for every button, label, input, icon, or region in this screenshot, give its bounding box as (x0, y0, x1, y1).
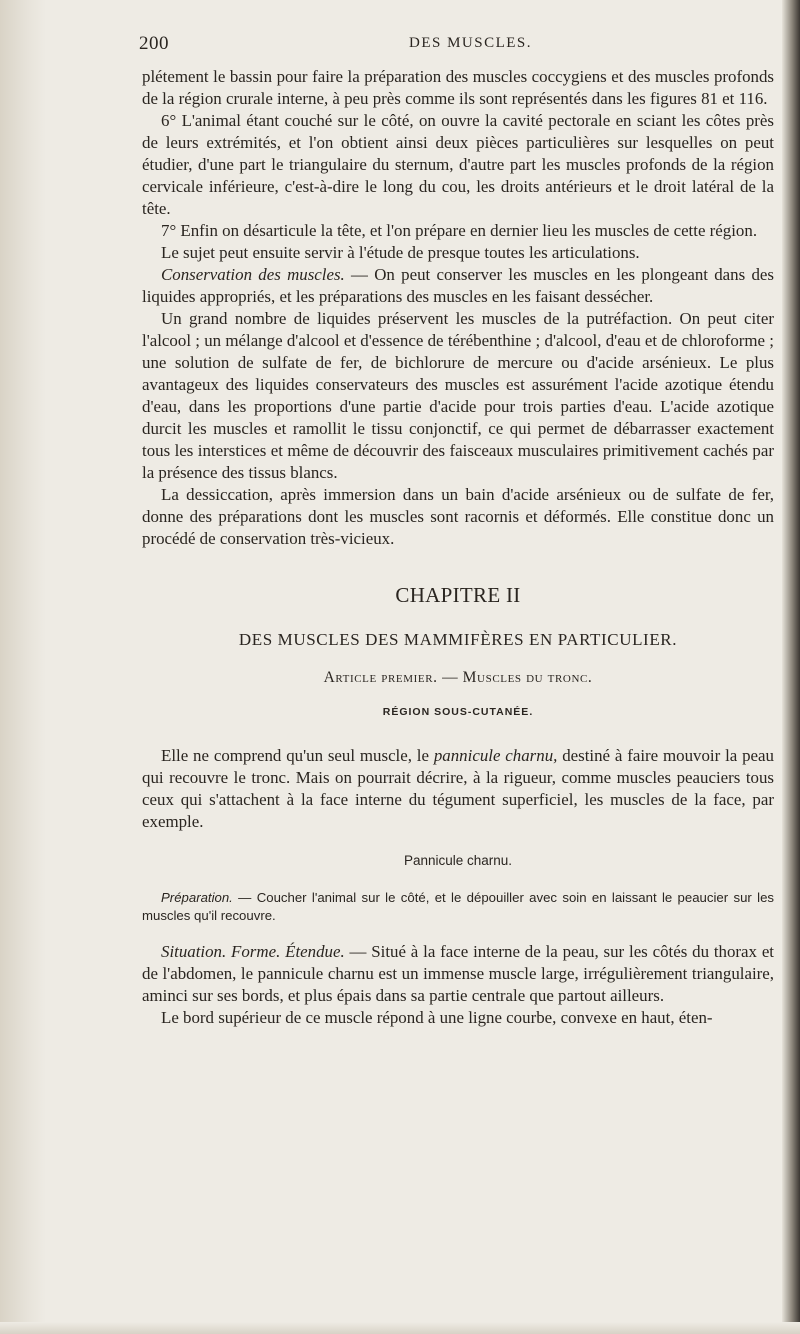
intro-after: destiné à faire mouvoir la peau qui recouvre le tronc. Mais on pourrait décrire, à la rigueur, comme muscles peauciers tous ceux qui s'attachent à la face interne du tégument superficiel, les muscles de la face, par exemple. (142, 746, 774, 831)
article-heading: Article premier. — Muscles du tronc. (323, 669, 593, 686)
page-header (139, 33, 779, 57)
preparation-text: — Coucher l'animal sur le côté, et le dépouiller avec soin en laissant le peaucier sur les muscles qu'il recouvre. (142, 890, 774, 923)
paragraph: La dessiccation, après immersion dans un bain d'acide arsénieux ou de sulfate de fer, donne des préparations dont les muscles sont racornis et déformés. Elle constitue donc un procédé de conservation très-vicieux. (142, 485, 774, 548)
body-text (142, 66, 774, 550)
subsection-heading: Pannicule charnu. (403, 853, 513, 868)
paragraph-conservation (142, 264, 774, 308)
page-number: 200 (139, 33, 169, 54)
running-head: DES MUSCLES. (409, 35, 533, 51)
preparation-title: Préparation. (161, 890, 233, 905)
intro-italic: pannicule charnu, (433, 746, 558, 765)
situation-title: Situation. Forme. Étendue. (161, 942, 345, 961)
description-text (142, 941, 774, 1029)
chapter-subtitle: DES MUSCLES DES MAMMIFÈRES EN PARTICULIER. (238, 630, 678, 649)
intro-before: Elle ne comprend qu'un seul muscle, le (161, 746, 434, 765)
paragraph: 6° L'animal étant couché sur le côté, on ouvre la cavité pectorale en sciant les côtes près de leurs extrémités, et l'on obtient ainsi deux pièces particulières sur lesquelles on peut étudier, d'une part le triangulaire du sternum, d'autre part les muscles profonds de la région cervicale inférieure, c'est-à-dire le long du cou, les droits antérieurs et le droit latéral de la tête. (142, 111, 774, 218)
paragraph-intro (142, 745, 774, 833)
conservation-title: Conservation des muscles. (161, 265, 345, 284)
page-bottom-shadow (0, 1322, 800, 1334)
page-content (142, 66, 774, 1029)
paragraph: 7° Enfin on désarticule la tête, et l'on prépare en dernier lieu les muscles de cette région. (161, 221, 758, 240)
chapter-heading: CHAPITRE II (395, 583, 521, 607)
paragraph: plétement le bassin pour faire la préparation des muscles coccygiens et des muscles profonds de la région crurale interne, à peu près comme ils sont représentés dans les figures 81 et 116. (142, 67, 774, 108)
page-left-shadow (0, 0, 46, 1334)
conservation-text: — On peut conserver les muscles en les plongeant dans des liquides appropriés, et les préparations des muscles en les faisant dessécher. (142, 265, 774, 306)
preparation-note (142, 889, 774, 925)
situation-text: — Situé à la face interne de la peau, sur les côtés du thorax et de l'abdomen, le pannicule charnu est un immense muscle large, irrégulièrement triangulaire, aminci sur ses bords, et plus épais dans sa partie centrale que partout ailleurs. (142, 942, 775, 1005)
book-spine-edge (782, 0, 800, 1334)
paragraph: Un grand nombre de liquides préservent les muscles de la putréfaction. On peut citer l'alcool ; un mélange d'alcool et d'essence de térébenthine ; d'alcool, d'eau et de chloroforme ; une solution de sulfate de fer, de bichlorure de mercure ou d'acide arsénieux. Le plus avantageux des liquides conservateurs des muscles est assurément l'acide azotique étendu d'eau, dans les proportions d'une partie d'acide pour trois parties d'eau. L'acide azotique durcit les muscles et ramollit le tissu conjonctif, ce qui permet de débarrasser exactement tous les interstices et même de découvrir des faisceaux musculaires primitivement cachés par la présence des tissus blancs. (142, 309, 774, 482)
section-heading: RÉGION SOUS-CUTANÉE. (382, 706, 534, 718)
intro-text (142, 745, 774, 833)
paragraph: Le sujet peut ensuite servir à l'étude de presque toutes les articulations. (161, 243, 640, 262)
paragraph-situation (142, 941, 774, 1007)
paragraph: Le bord supérieur de ce muscle répond à une ligne courbe, convexe en haut, éten- (161, 1008, 713, 1027)
